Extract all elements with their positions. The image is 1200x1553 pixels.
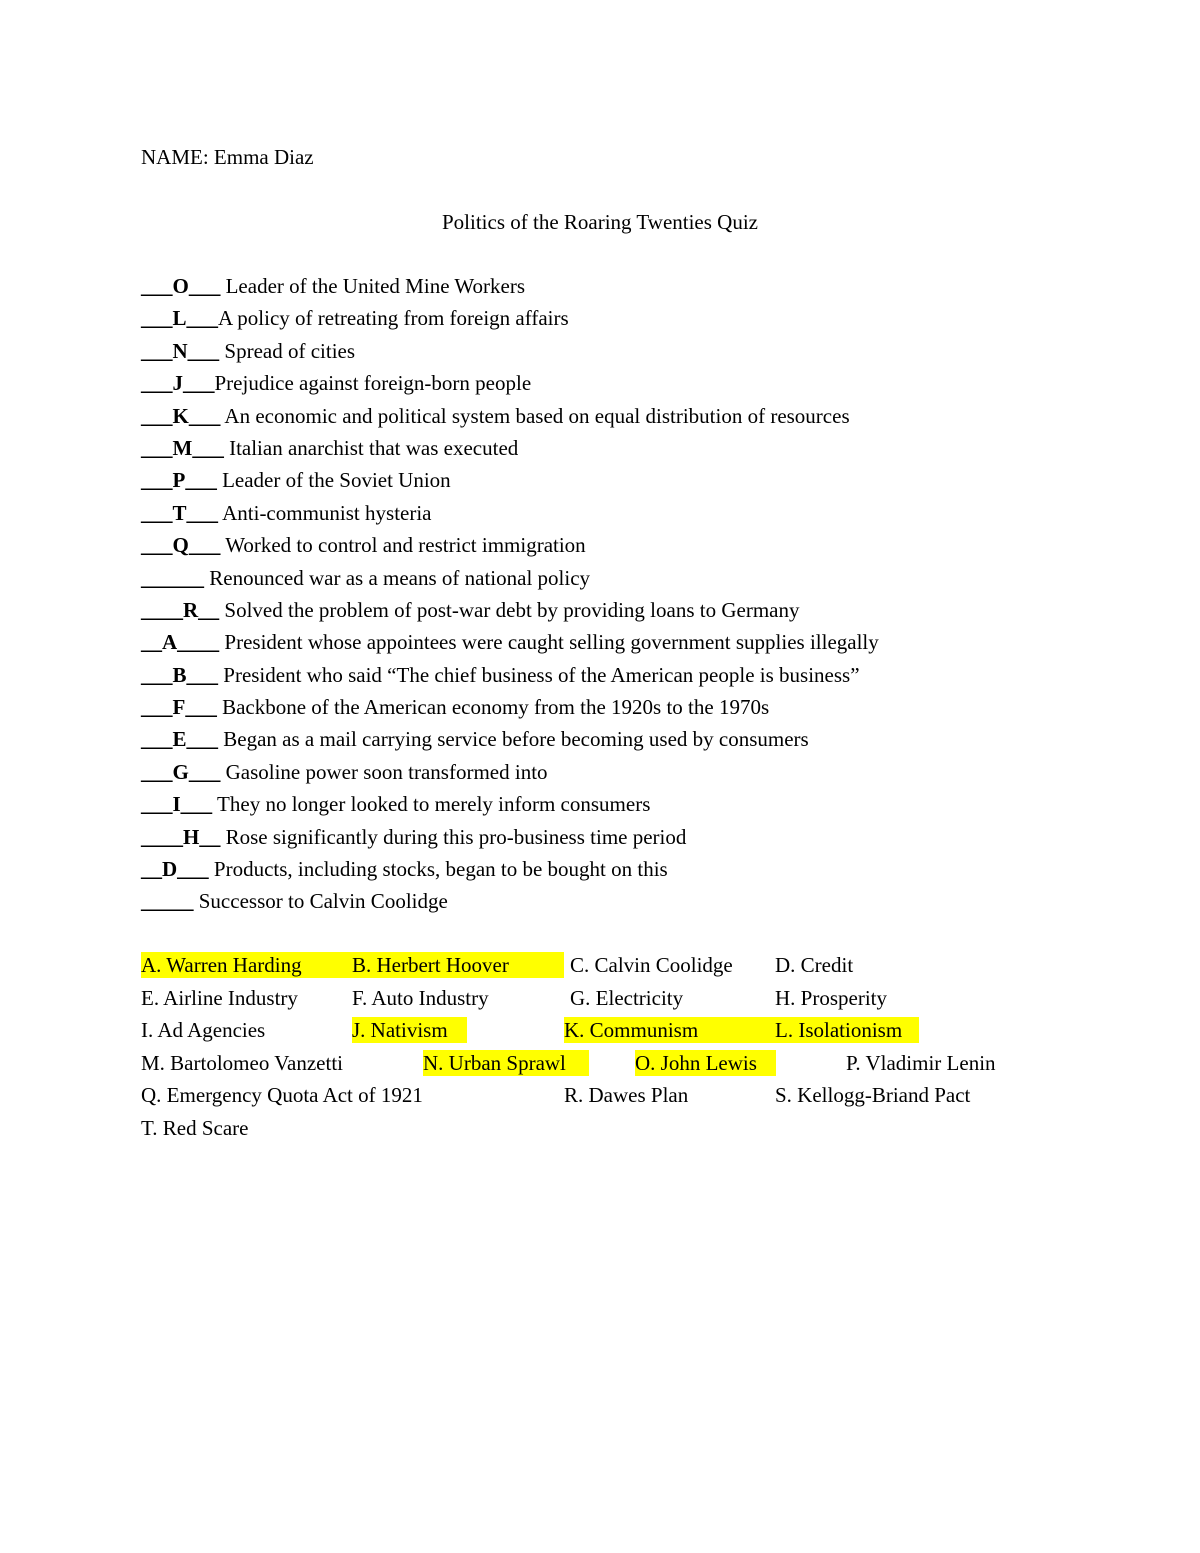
answer-option-j: J. Nativism <box>352 1017 467 1043</box>
answer-option-l: L. Isolationism <box>775 1017 919 1043</box>
answer-blank: ______ <box>141 565 204 590</box>
answer-blank: ___B___ <box>141 662 219 687</box>
question-text: An economic and political system based on equal distribution of resources <box>220 403 850 428</box>
answer-blank: ___O___ <box>141 274 221 298</box>
answer-option-n: N. Urban Sprawl <box>423 1050 589 1076</box>
answer-blank: ___P___ <box>141 468 217 493</box>
answer-option-k: K. Communism <box>564 1017 775 1043</box>
question-text: Solved the problem of post-war debt by providing loans to Germany <box>219 597 800 622</box>
answer-blank: ___K___ <box>141 403 221 428</box>
answer-blank: ____H__ <box>141 824 221 849</box>
answer-option-h: H. Prosperity <box>775 985 887 1010</box>
answer-blank: ___N___ <box>141 338 220 363</box>
answer-bank <box>141 952 1141 1152</box>
answer-blank: __D___ <box>141 857 209 882</box>
answer-option-m: M. Bartolomeo Vanzetti <box>141 1050 343 1075</box>
question-row <box>141 403 1141 435</box>
question-text: Backbone of the American economy from the 1920s to the 1970s <box>216 695 770 720</box>
question-text: Products, including stocks, began to be bought on this <box>208 857 668 882</box>
question-row <box>141 305 1141 337</box>
answer-option-d: D. Credit <box>775 953 854 977</box>
question-row <box>141 370 1141 402</box>
question-text: Anti-communist hysteria <box>218 500 432 525</box>
answer-blank: ___J___ <box>141 371 215 396</box>
question-text: President whose appointees were caught selling government supplies illegally <box>219 630 879 655</box>
question-row <box>141 759 1141 791</box>
question-row <box>141 532 1141 564</box>
question-text: Successor to Calvin Coolidge <box>193 889 448 914</box>
question-row <box>141 888 1141 920</box>
question-row <box>141 273 1141 305</box>
question-row <box>141 791 1141 823</box>
question-row <box>141 824 1141 856</box>
answer-option-r: R. Dawes Plan <box>564 1083 689 1107</box>
answer-option-b: B. Herbert Hoover <box>352 952 564 978</box>
question-row <box>141 726 1141 758</box>
answer-option-a: A. Warren Harding <box>141 952 352 978</box>
answer-option-i: I. Ad Agencies <box>141 1018 266 1042</box>
answer-option-q: Q. Emergency Quota Act of 1921 <box>141 1083 423 1107</box>
answer-option-e: E. Airline Industry <box>141 985 298 1010</box>
answer-blank: ___G___ <box>141 759 221 784</box>
answer-blank: ___Q___ <box>141 533 221 558</box>
question-row <box>141 467 1141 499</box>
question-list <box>141 273 1141 921</box>
answer-option-c: C. Calvin Coolidge <box>570 953 733 977</box>
question-row <box>141 597 1141 629</box>
question-text: Leader of the United Mine Workers <box>220 274 525 298</box>
answer-blank: ___E___ <box>141 727 219 752</box>
answer-blank: __A____ <box>141 630 220 655</box>
question-text: Worked to control and restrict immigration <box>220 533 586 558</box>
answer-blank: ___I___ <box>141 792 213 817</box>
question-row <box>141 694 1141 726</box>
answer-option-f: F. Auto Industry <box>352 985 489 1010</box>
question-text: Gasoline power soon transformed into <box>220 759 548 784</box>
question-row <box>141 435 1141 467</box>
answer-option-o: O. John Lewis <box>635 1050 776 1076</box>
question-row <box>141 662 1141 694</box>
answer-blank: ___T___ <box>141 500 219 525</box>
answer-option-g: G. Electricity <box>570 985 684 1010</box>
question-row <box>141 629 1141 661</box>
answer-option-s: S. Kellogg-Briand Pact <box>775 1083 971 1107</box>
quiz-title: Politics of the Roaring Twenties Quiz <box>441 210 758 234</box>
question-text: Prejudice against foreign-born people <box>214 371 532 396</box>
answer-blank: _____ <box>141 889 194 914</box>
question-row <box>141 500 1141 532</box>
answer-option-p: P. Vladimir Lenin <box>846 1050 996 1075</box>
question-row <box>141 856 1141 888</box>
question-row <box>141 565 1141 597</box>
question-text: Spread of cities <box>219 338 356 363</box>
answer-blank: ___L___ <box>141 306 219 331</box>
question-text: Renounced war as a means of national policy <box>204 565 591 590</box>
answer-blank: ____R__ <box>141 597 220 622</box>
question-row <box>141 338 1141 370</box>
question-text: They no longer looked to merely inform consumers <box>212 792 651 817</box>
question-text: Leader of the Soviet Union <box>216 468 451 493</box>
answer-blank: ___M___ <box>141 435 224 460</box>
answer-option-t: T. Red Scare <box>141 1115 249 1140</box>
answer-blank: ___F___ <box>141 695 217 720</box>
question-text: Began as a mail carrying service before becoming used by consumers <box>218 727 809 752</box>
question-text: Italian anarchist that was executed <box>223 435 519 460</box>
student-name-line: NAME: Emma Diaz <box>141 145 314 169</box>
question-text: Rose significantly during this pro-business time period <box>220 824 687 849</box>
question-text: A policy of retreating from foreign affairs <box>218 306 569 331</box>
question-text: President who said “The chief business of the American people is business” <box>218 662 860 687</box>
